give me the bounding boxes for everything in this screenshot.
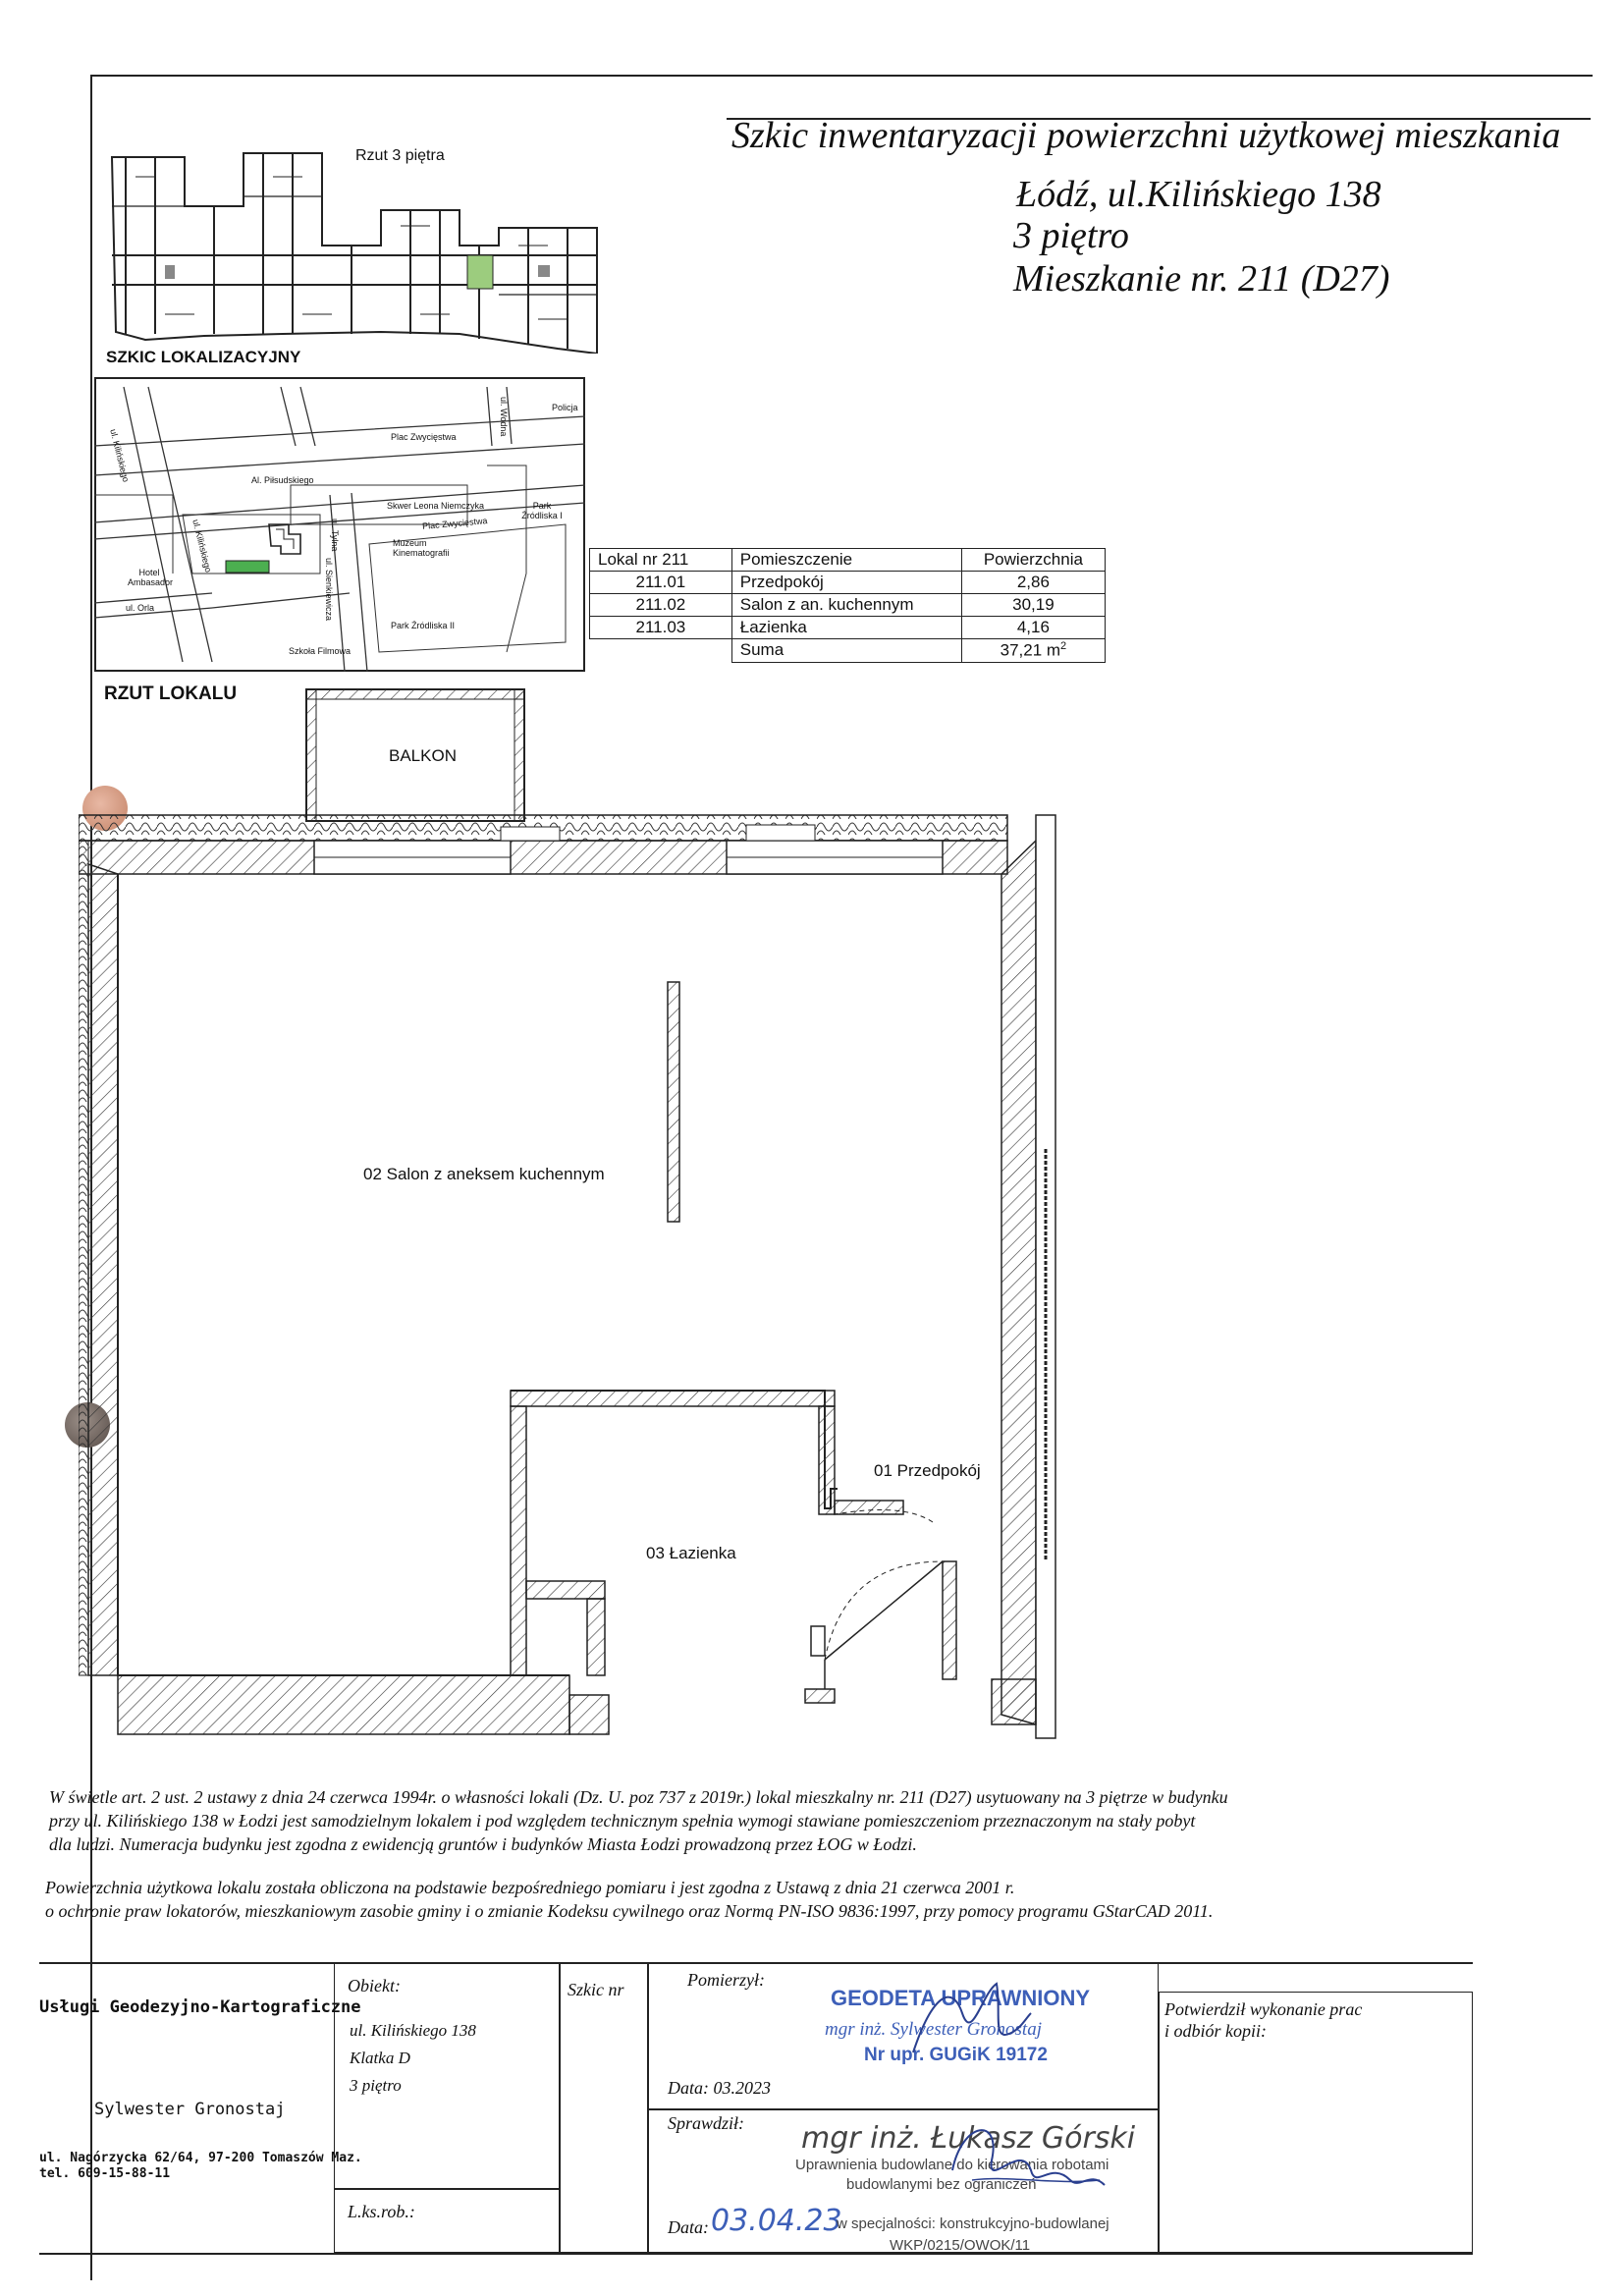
title-block-bottom-line xyxy=(39,2253,1473,2255)
company-name: Usługi Geodezyjno-Kartograficzne xyxy=(39,1997,361,2017)
room-label-lazienka: 03 Łazienka xyxy=(646,1544,736,1562)
map-label-pilsudskiego: Al. Piłsudskiego xyxy=(251,475,314,485)
map-label-orla: ul. Orla xyxy=(126,603,155,613)
table-row xyxy=(590,572,1106,594)
map-label-tylna: ul. Tylna xyxy=(330,519,340,552)
table-sum-row xyxy=(590,639,1106,663)
map-label-plac-bottom: Plac Zwycięstwa xyxy=(421,516,488,531)
stamp-gorski-line4: w specjalności: konstrukcyjno-budowlanej xyxy=(837,2215,1109,2232)
map-label-kilinskiego-top: ul. Kilińskiego xyxy=(108,428,132,483)
map-label-sienkiewicza: ul. Sienkiewicza xyxy=(324,558,334,622)
legal-line: W świetle art. 2 ust. 2 ustawy z dnia 24 czerwca 1994r. o własności lokali (Dz. U. poz 737 z 2019r.) lokal mieszkalny nr. 211 (D27) usytuowany na 3 piętrze w budynku xyxy=(49,1787,1228,1807)
map-label-policja: Policja xyxy=(552,403,578,412)
obiekt-label: Obiekt: xyxy=(348,1976,401,1995)
obiekt-address: ul. Kilińskiego 138 xyxy=(350,2021,476,2040)
legal-line: o ochronie praw lokatorów, mieszkaniowym zasobie gminy i o zmianie Kodeksu cywilnego oraz Normą PN-ISO 9836:1997, przy pomocy programu GStarCAD 2011. xyxy=(45,1901,1214,1921)
map-label-szkola: Szkoła Filmowa xyxy=(289,646,352,656)
legal-line: dla ludzi. Numeracja budynku jest zgodna z ewidencją gruntów i budynków Miasta Łodzi prowadzoną przez ŁOG w Łodzi. xyxy=(49,1834,917,1854)
room-area-table xyxy=(589,548,1106,663)
map-label-muzeum: Muzeum Kinematografii xyxy=(393,538,450,558)
szkic-cell xyxy=(560,1962,648,2253)
location-sketch-map xyxy=(94,377,585,672)
map-label-kilinskiego-left: ul. Kilińskiego xyxy=(190,519,214,574)
location-sketch-title: SZKIC LOKALIZACYJNY xyxy=(106,348,301,366)
legal-line: przy ul. Kilińskiego 138 w Łodzi jest samodzielnym lokalem i pod względem technicznym spełnia wymogi stawiane pomieszczeniom przeznaczonym na stały pobyt xyxy=(49,1811,1196,1831)
stamp-geodeta-licence: Nr upr. GUGiK 19172 xyxy=(864,2045,1048,2065)
signature-gorski xyxy=(943,2111,1109,2219)
company-phone: tel. 609-15-88-11 xyxy=(39,2166,171,2181)
szkic-label: Szkic nr xyxy=(568,1980,624,1999)
legal-line: Powierzchnia użytkowa lokalu została obliczona na podstawie bezpośredniego pomiaru i jest zgodna z Ustawą z dnia 21 czerwca 2001 r. xyxy=(45,1878,1015,1897)
map-label-skwer: Skwer Leona Niemczyka xyxy=(387,501,485,511)
stamp-gorski-line2: Uprawnienia budowlane do kierowania robotami xyxy=(795,2157,1109,2173)
location-highlight xyxy=(226,561,269,573)
signature-gronostaj xyxy=(903,1974,1041,2062)
room-name: Salon z an. kuchennym xyxy=(731,594,961,617)
obiekt-floor: 3 piętro xyxy=(350,2076,402,2095)
table-header-cell: Powierzchnia xyxy=(961,549,1105,572)
sum-value: 37,21 m xyxy=(1000,640,1061,660)
pomierzyl-label: Pomierzył: xyxy=(687,1970,765,1990)
sum-unit-sup: 2 xyxy=(1060,640,1067,652)
obiekt-klatka: Klatka D xyxy=(350,2049,410,2067)
floor-plan-drawing xyxy=(79,678,1080,1758)
lksrob-divider xyxy=(334,2188,560,2190)
potwierdzil-label-2: i odbiór kopii: xyxy=(1164,2021,1267,2041)
table-header-row xyxy=(590,549,1106,572)
map-label-park2: Park Źródliska II xyxy=(391,621,456,630)
sum-value-cell xyxy=(961,639,1105,663)
room-number: 211.03 xyxy=(590,617,732,639)
stamp-geodeta-title: GEODETA UPRAWNIONY xyxy=(831,1986,1091,2010)
room-area: 2,86 xyxy=(961,572,1105,594)
table-header-cell: Pomieszczenie xyxy=(731,549,961,572)
map-label-wodna: ul. Wodna xyxy=(499,397,509,437)
stamp-gorski-line3: budowlanymi bez ograniczeń xyxy=(846,2176,1037,2193)
stamp-gorski-line5: WKP/0215/OWOK/11 xyxy=(890,2237,1031,2254)
sprawdzil-label: Sprawdził: xyxy=(668,2113,745,2133)
data-sprawdzenie-value: 03.04.23 xyxy=(711,2204,842,2238)
apartment-line: Mieszkanie nr. 211 (D27) xyxy=(1013,258,1390,300)
data-sprawdzenie-label: Data: xyxy=(668,2217,709,2237)
legal-paragraph-2 xyxy=(45,1876,1213,1923)
owner-name: Sylwester Gronostaj xyxy=(94,2100,286,2119)
floor-line: 3 piętro xyxy=(1013,215,1129,256)
balcony-label: BALKON xyxy=(389,746,457,765)
room-area: 30,19 xyxy=(961,594,1105,617)
room-name: Łazienka xyxy=(731,617,961,639)
data-pomiar: Data: 03.2023 xyxy=(668,2078,771,2098)
room-number: 211.01 xyxy=(590,572,732,594)
table-row xyxy=(590,594,1106,617)
floor-plan-title: RZUT LOKALU xyxy=(104,683,238,704)
room-number: 211.02 xyxy=(590,594,732,617)
table-header-cell: Lokal nr 211 xyxy=(590,549,732,572)
lksrob-label: L.ks.rob.: xyxy=(348,2202,415,2221)
map-label-hotel: Hotel Ambasador xyxy=(128,568,174,587)
room-name: Przedpokój xyxy=(731,572,961,594)
map-label-plac-top: Plac Zwycięstwa xyxy=(391,432,457,442)
document-title: Szkic inwentaryzacji powierzchni użytkowej mieszkania xyxy=(731,115,1561,156)
stamp-geodeta-name: mgr inż. Sylwester Gronostaj xyxy=(825,2019,1042,2040)
table-row xyxy=(590,617,1106,639)
stamp-gorski-name: mgr inż. Łukasz Górski xyxy=(801,2121,1136,2156)
potwierdzil-label-1: Potwierdził wykonanie prac xyxy=(1164,1999,1363,2019)
map-label-park1: Park Źródliska I xyxy=(521,501,563,520)
company-address: ul. Nagórzycka 62/64, 97-200 Tomaszów Maz. xyxy=(39,2151,362,2165)
key-plan-label: Rzut 3 piętra xyxy=(355,147,445,164)
room-label-salon: 02 Salon z aneksem kuchennym xyxy=(363,1165,605,1183)
highlighted-apartment xyxy=(467,255,493,289)
address-line: Łódź, ul.Kilińskiego 138 xyxy=(1016,174,1381,215)
room-area: 4,16 xyxy=(961,617,1105,639)
legal-paragraph-1 xyxy=(49,1785,1228,1856)
floor-key-plan xyxy=(106,147,607,354)
sum-label: Suma xyxy=(731,639,961,663)
room-label-przedpokoj: 01 Przedpokój xyxy=(874,1461,981,1480)
